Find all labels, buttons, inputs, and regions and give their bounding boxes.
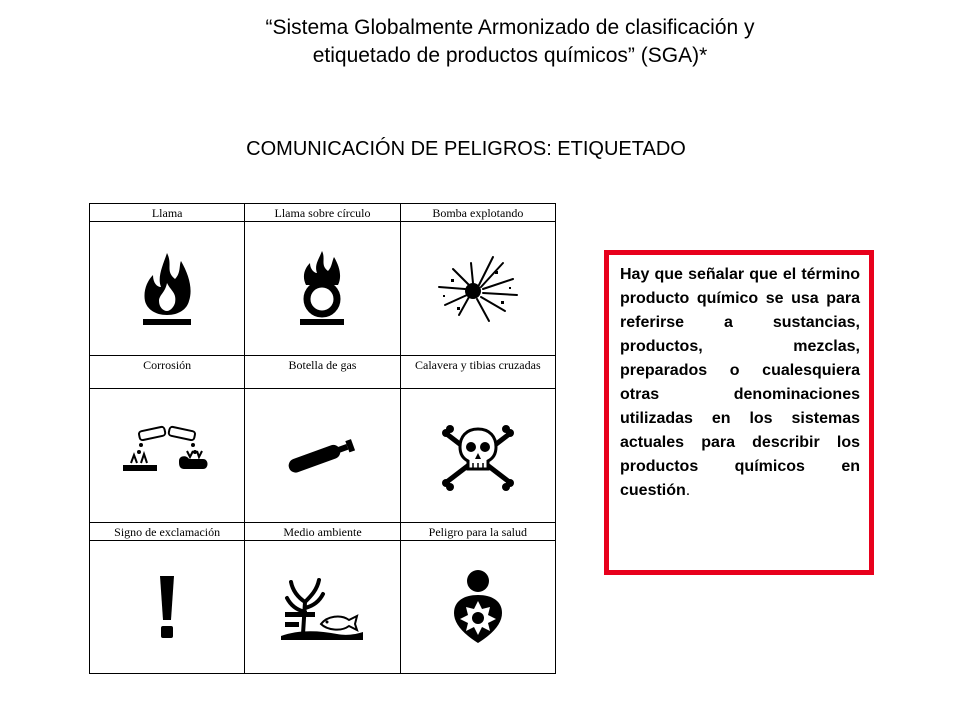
flame-over-circle-icon bbox=[292, 249, 352, 329]
pictogram-cell bbox=[400, 222, 555, 356]
pictogram-label: Bomba explotando bbox=[400, 204, 555, 222]
pictogram-cell bbox=[90, 222, 245, 356]
note-text bbox=[620, 263, 860, 503]
pictogram-cell bbox=[90, 541, 245, 674]
pictogram-label: Llama sobre círculo bbox=[245, 204, 400, 222]
subtitle-text: COMUNICACIÓN DE PELIGROS: ETIQUETADO bbox=[246, 138, 686, 160]
pictogram-label: Peligro para la salud bbox=[400, 523, 555, 541]
flame-icon bbox=[137, 249, 197, 329]
pictogram-cell bbox=[400, 389, 555, 523]
pictogram-label: Calavera y tibias cruzadas bbox=[400, 356, 555, 389]
pictogram-cell bbox=[245, 541, 400, 674]
skull-crossbones-icon bbox=[438, 421, 518, 491]
note-box bbox=[604, 250, 874, 575]
title-line-1: “Sistema Globalmente Armonizado de clasificación y bbox=[265, 16, 755, 39]
pictogram-cell bbox=[90, 389, 245, 523]
gas-cylinder-icon bbox=[277, 431, 367, 481]
note-body: Hay que señalar que el término producto químico se usa para referirse a sustancias, productos, mezclas, preparados o cualesquiera otras denominaciones utilizadas en los sistemas actuales para describir los productos químicos en cuestión bbox=[620, 266, 860, 499]
pictogram-label: Medio ambiente bbox=[245, 523, 400, 541]
page-title bbox=[160, 14, 860, 70]
pictogram-label: Llama bbox=[90, 204, 245, 222]
pictogram-cell bbox=[245, 222, 400, 356]
title-line-2: etiquetado de productos químicos” (SGA)* bbox=[312, 44, 708, 67]
section-subtitle bbox=[0, 138, 960, 161]
environment-icon bbox=[277, 572, 367, 642]
exclamation-mark-icon bbox=[152, 572, 182, 642]
pictogram-label: Botella de gas bbox=[245, 356, 400, 389]
pictogram-label: Signo de exclamación bbox=[90, 523, 245, 541]
corrosion-icon bbox=[117, 421, 217, 491]
pictogram-cell bbox=[245, 389, 400, 523]
pictogram-cell bbox=[400, 541, 555, 674]
note-period: . bbox=[685, 482, 691, 499]
exploding-bomb-icon bbox=[433, 249, 523, 329]
pictogram-table bbox=[89, 203, 556, 674]
health-hazard-icon bbox=[448, 567, 508, 647]
pictogram-label: Corrosión bbox=[90, 356, 245, 389]
